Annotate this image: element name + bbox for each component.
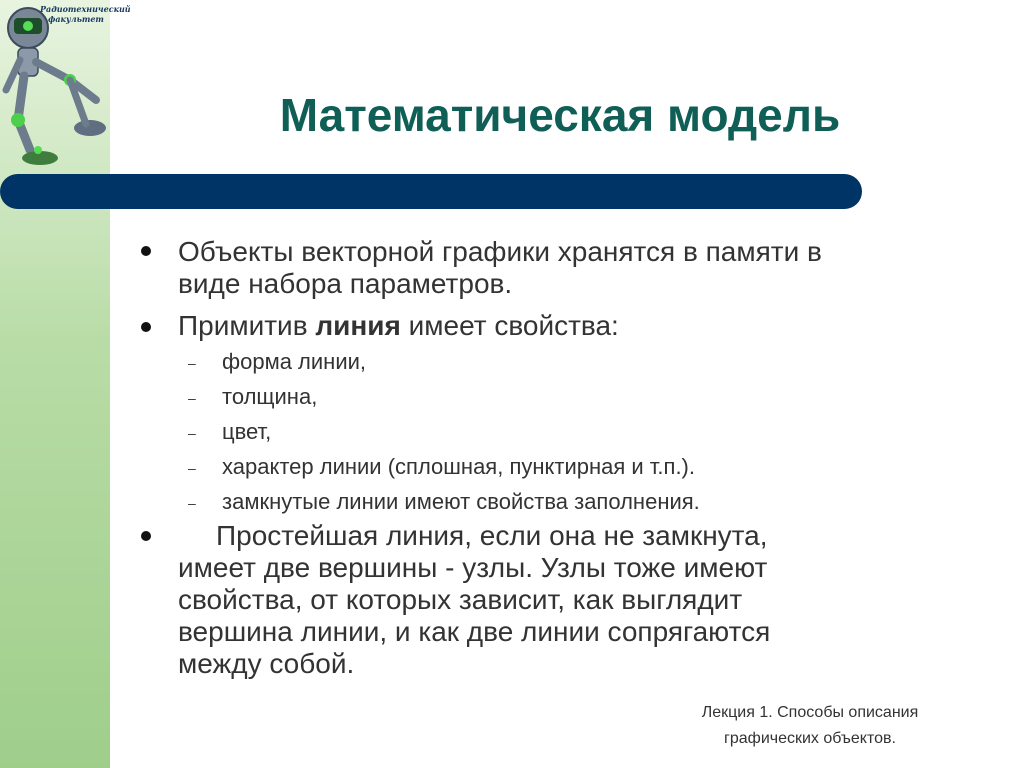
logo-caption: Радиотехнический факультет [40,4,131,24]
footer-lecture-caption: Лекция 1. Способы описания графических объектов. [701,704,919,747]
sub-item: толщина, [222,384,318,409]
slide-title: Математическая модель [279,89,841,141]
dash-marker: – [188,355,196,371]
bullet-dot [141,246,151,256]
sub-item: характер линии (сплошная, пунктирная и т.п.). [222,454,695,479]
sub-item: замкнутые линии имеют свойства заполнения. [222,489,700,514]
dash-marker: – [188,495,196,511]
bold-term: линия [315,310,401,341]
bullet-2: Примитив линия имеет свойства: [178,310,619,341]
sub-item: цвет, [222,419,272,444]
dash-marker: – [188,390,196,406]
bullet-3: Простейшая линия, если она не замкнута, имеет две вершины - узлы. Узлы тоже имеют свойства, от которых зависит, как выглядит вершина линии, и как две линии сопрягаются между собой. [178,520,771,679]
dash-marker: – [188,425,196,441]
dash-marker: – [188,460,196,476]
bullet-dot [141,531,151,541]
sub-item: форма линии, [222,349,367,374]
bullet-1: Объекты векторной графики хранятся в памяти в виде набора параметров. [178,236,822,299]
bullet-dot [141,322,151,332]
